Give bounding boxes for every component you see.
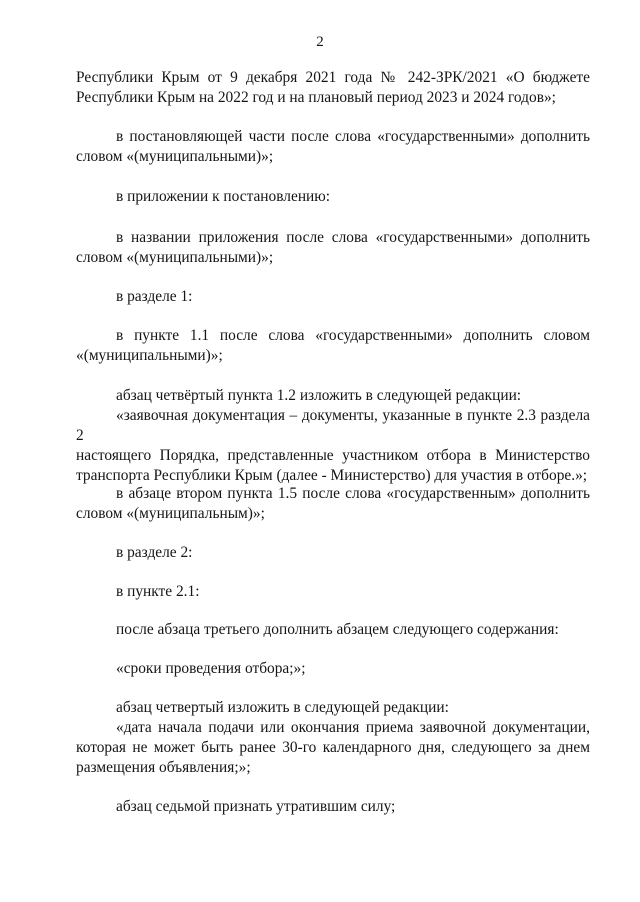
paragraph-item-1-5: [76, 484, 590, 524]
paragraph-section-1: [76, 287, 590, 307]
paragraph-fourth-abzac: [76, 698, 590, 718]
paragraph-add-after-third: [76, 620, 590, 640]
text-line: словом «(муниципальными)»;: [76, 148, 274, 165]
text-line: абзац четвертый изложить в следующей редакции:: [116, 699, 449, 716]
paragraph-section-2: [76, 543, 590, 563]
text-line: в названии приложения после слова «государственными» дополнить: [116, 229, 590, 246]
text-line: «сроки проведения отбора;»;: [116, 660, 306, 677]
paragraph-item-1-2: [76, 386, 590, 406]
paragraph-start-date: [76, 718, 590, 778]
text-line: в пункте 1.1 после слова «государственными» дополнить словом: [116, 327, 590, 344]
text-line: в приложении к постановлению:: [116, 188, 331, 205]
text-line: которая не может быть ранее 30-го календарного дня, следующего за днем: [76, 739, 590, 756]
text-line: настоящего Порядка, представленные участником отбора в Министерство: [76, 447, 590, 464]
text-line: «заявочная документация – документы, указанные в пункте 2.3 раздела 2: [76, 407, 590, 444]
text-line: в разделе 2:: [116, 544, 193, 561]
paragraph-appendix-title: [76, 228, 590, 268]
page-number: 2: [316, 34, 324, 50]
text-line: в постановляющей части после слова «государственными» дополнить: [116, 128, 590, 145]
text-line: транспорта Республики Крым (далее - Министерство) для участия в отборе.»;: [76, 467, 588, 484]
text-line: после абзаца третьего дополнить абзацем следующего содержания:: [116, 621, 559, 638]
text-line: Республики Крым на 2022 год и на плановый период 2023 и 2024 годов»;: [76, 89, 556, 106]
paragraph-resolving-part: [76, 127, 590, 167]
paragraph-appendix: [76, 187, 590, 207]
text-line: Республики Крым от 9 декабря 2021 года № 242-ЗРК/2021 «О бюджете: [76, 69, 590, 86]
text-line: в абзаце втором пункта 1.5 после слова «государственным» дополнить: [116, 485, 590, 502]
text-line: в разделе 1:: [116, 288, 193, 305]
text-line: абзац седьмой признать утратившим силу;: [116, 798, 396, 815]
text-line: абзац четвёртый пункта 1.2 изложить в следующей редакции:: [116, 387, 522, 404]
text-line: «(муниципальными)»;: [76, 347, 223, 364]
paragraph-seventh-void: [76, 797, 590, 817]
paragraph-application-docs: [76, 406, 590, 486]
paragraph-budget-law: [76, 68, 590, 108]
text-line: словом «(муниципальными)»;: [76, 249, 274, 266]
paragraph-item-2-1: [76, 582, 590, 602]
text-line: «дата начала подачи или окончания приема заявочной документации,: [116, 719, 590, 736]
text-line: размещения объявления;»;: [76, 759, 251, 776]
text-line: в пункте 2.1:: [116, 583, 200, 600]
paragraph-item-1-1: [76, 326, 590, 366]
paragraph-selection-terms: [76, 659, 590, 679]
text-line: словом «(муниципальным)»;: [76, 505, 265, 522]
